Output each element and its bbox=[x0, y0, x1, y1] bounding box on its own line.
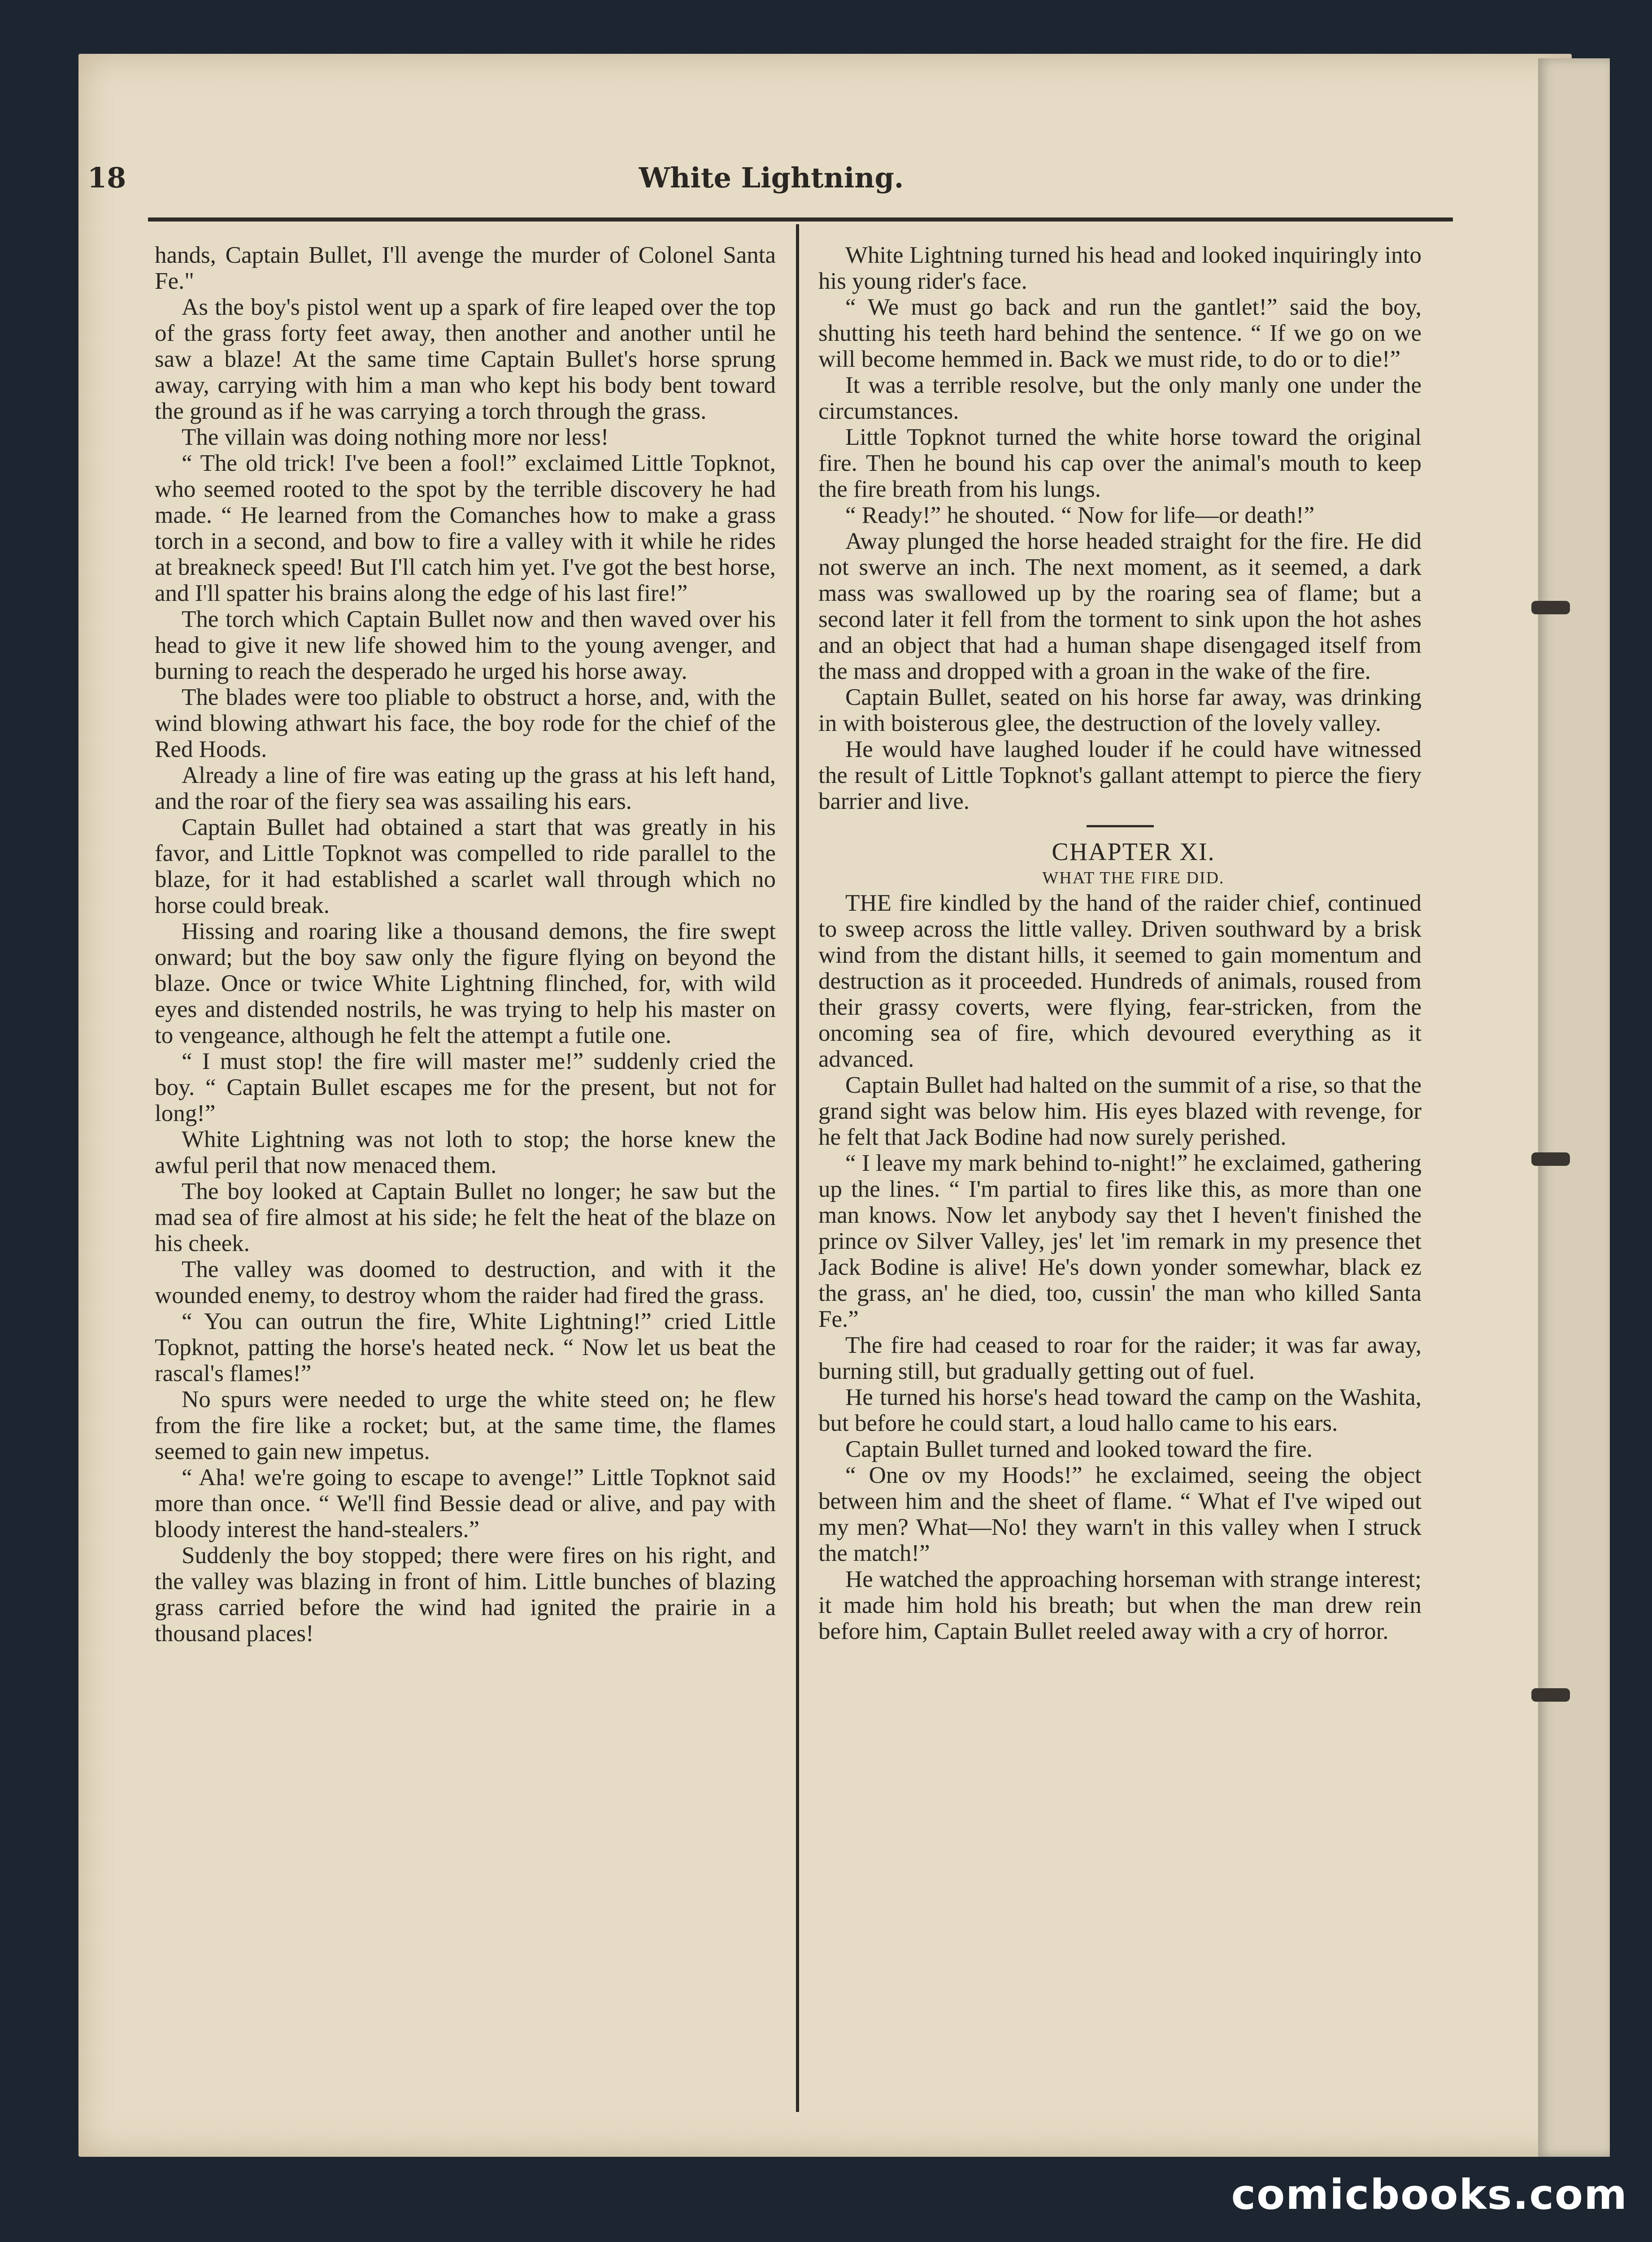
left-column bbox=[155, 242, 776, 1647]
paragraph: Captain Bullet had obtained a start that was greatly in his favor, and Little Topknot was compelled to ride parallel to the blaze, for it had established a scarlet wall through which no horse could break. bbox=[155, 814, 776, 918]
paragraph: “ I leave my mark behind to-night!” he exclaimed, gathering up the lines. “ I'm partial to fires like this, as more than one man knows. Now let anybody say thet I heven't finished the prince ov Silver Valley, jes' let 'im remark in my presence thet Jack Bodine is alive! He's down yonder somewhar, black ez the grass, an' he died, too, cussin' the man who killed Santa Fe.” bbox=[818, 1150, 1422, 1332]
chapter-rule bbox=[1087, 825, 1154, 827]
paragraph: “ Aha! we're going to escape to avenge!” Little Topknot said more than once. “ We'll find Bessie dead or alive, and pay with bloody interest the hand-stealers.” bbox=[155, 1464, 776, 1542]
paragraph: “ We must go back and run the gantlet!” said the boy, shutting his teeth hard behind the sentence. “ If we go on we will become hemmed in. Back we must ride, to do or to die!” bbox=[818, 294, 1422, 372]
paragraph: The valley was doomed to destruction, and with it the wounded enemy, to destroy whom the raider had fired the grass. bbox=[155, 1256, 776, 1308]
paragraph: No spurs were needed to urge the white steed on; he flew from the fire like a rocket; but, at the same time, the flames seemed to gain new impetus. bbox=[155, 1386, 776, 1464]
paragraph: The blades were too pliable to obstruct a horse, and, with the wind blowing athwart his face, the boy rode for the chief of the Red Hoods. bbox=[155, 684, 776, 762]
paragraph: THE fire kindled by the hand of the raider chief, continued to sweep across the little valley. Driven southward by a brisk wind from the distant hills, it seemed to gain momentum and destruction as it proceeded. Hundreds of animals, roused from their grassy coverts, were flying, fear-stricken, from the oncoming sea of fire, which devoured everything as it advanced. bbox=[818, 890, 1422, 1072]
watermark: comicbooks.com bbox=[1231, 2171, 1628, 2219]
right-column bbox=[818, 242, 1422, 1644]
paragraph: Away plunged the horse headed straight for the fire. He did not swerve an inch. The next moment, as it seemed, a dark mass was swallowed up by the roaring sea of flame; but a second later it fell from the torment to sink upon the hot ashes and an object that had a human shape disengaged itself from the mass and dropped with a groan in the wake of the fire. bbox=[818, 528, 1422, 684]
staple bbox=[1531, 1152, 1570, 1166]
staple bbox=[1531, 1688, 1570, 1702]
paragraph: The fire had ceased to roar for the raider; it was far away, burning still, but gradually getting out of fuel. bbox=[818, 1332, 1422, 1384]
paragraph: It was a terrible resolve, but the only manly one under the circumstances. bbox=[818, 372, 1422, 424]
paragraph: He would have laughed louder if he could have witnessed the result of Little Topknot's gallant attempt to pierce the fiery barrier and live. bbox=[818, 736, 1422, 814]
paragraph: As the boy's pistol went up a spark of fire leaped over the top of the grass forty feet away, then another and another until he saw a blaze! At the same time Captain Bullet's horse sprung away, carrying with him a man who kept his body bent toward the ground as if he was carrying a torch through the grass. bbox=[155, 294, 776, 424]
paragraph: “ Ready!” he shouted. “ Now for life—or death!” bbox=[845, 502, 1315, 528]
chapter-title: CHAPTER XI. bbox=[1052, 838, 1215, 866]
paragraph: The torch which Captain Bullet now and then waved over his head to give it new life showed him to the young avenger, and burning to reach the desperado he urged his horse away. bbox=[155, 606, 776, 684]
header-rule bbox=[148, 217, 1453, 222]
paragraph: He watched the approaching horseman with strange interest; it made him hold his breath; but when the man drew rein before him, Captain Bullet reeled away with a cry of horror. bbox=[818, 1566, 1422, 1644]
paragraph: “ You can outrun the fire, White Lightning!” cried Little Topknot, patting the horse's heated neck. “ Now let us beat the rascal's flames!” bbox=[155, 1308, 776, 1386]
paragraph: Captain Bullet had halted on the summit of a rise, so that the grand sight was below him. His eyes blazed with revenge, for he felt that Jack Bodine had now surely perished. bbox=[818, 1072, 1422, 1150]
paragraph: Already a line of fire was eating up the grass at his left hand, and the roar of the fiery sea was assailing his ears. bbox=[155, 762, 776, 814]
page-number: 18 bbox=[87, 161, 126, 194]
paragraph: “ I must stop! the fire will master me!” suddenly cried the boy. “ Captain Bullet escapes me for the present, but not for long!” bbox=[155, 1048, 776, 1126]
paragraph: He turned his horse's head toward the camp on the Washita, but before he could start, a loud hallo came to his ears. bbox=[818, 1384, 1422, 1436]
binding-spine bbox=[1538, 58, 1610, 2157]
paragraph: hands, Captain Bullet, I'll avenge the murder of Colonel Santa Fe." bbox=[155, 242, 776, 294]
paragraph: White Lightning turned his head and looked inquiringly into his young rider's face. bbox=[818, 242, 1422, 294]
running-title: White Lightning. bbox=[639, 161, 904, 194]
paragraph: Little Topknot turned the white horse toward the original fire. Then he bound his cap over the animal's mouth to keep the fire breath from his lungs. bbox=[818, 424, 1422, 502]
paragraph: Captain Bullet turned and looked toward the fire. bbox=[845, 1436, 1313, 1462]
paragraph: The villain was doing nothing more nor less! bbox=[182, 424, 609, 450]
paragraph: Captain Bullet, seated on his horse far away, was drinking in with boisterous glee, the destruction of the lovely valley. bbox=[818, 684, 1422, 736]
paragraph: Suddenly the boy stopped; there were fires on his right, and the valley was blazing in front of him. Little bunches of blazing grass carried before the wind had ignited the prairie in a thousand places! bbox=[155, 1542, 776, 1647]
page-header bbox=[87, 157, 1455, 206]
paragraph: Hissing and roaring like a thousand demons, the fire swept onward; but the boy saw only the figure flying on beyond the blaze. Once or twice White Lightning flinched, for, with wild eyes and distended nostrils, he was trying to help his master on to vengeance, although he felt the attempt a futile one. bbox=[155, 918, 776, 1048]
paragraph: “ One ov my Hoods!” he exclaimed, seeing the object between him and the sheet of flame. “ What ef I've wiped out my men? What—No! they warn't in this valley when I struck the match!” bbox=[818, 1462, 1422, 1566]
paragraph: “ The old trick! I've been a fool!” exclaimed Little Topknot, who seemed rooted to the spot by the terrible discovery he had made. “ He learned from the Comanches how to make a grass torch in a second, and bow to fire a valley with it while he rides at breakneck speed! But I'll catch him yet. I've got the best horse, and I'll spatter his brains along the edge of his last fire!” bbox=[155, 450, 776, 606]
paragraph: The boy looked at Captain Bullet no longer; he saw but the mad sea of fire almost at his side; he felt the heat of the blaze on his cheek. bbox=[155, 1178, 776, 1256]
paragraph: White Lightning was not loth to stop; the horse knew the awful peril that now menaced them. bbox=[155, 1126, 776, 1178]
chapter-subtitle: WHAT THE FIRE DID. bbox=[1042, 869, 1225, 887]
column-divider bbox=[796, 224, 799, 2112]
staple bbox=[1531, 601, 1570, 614]
